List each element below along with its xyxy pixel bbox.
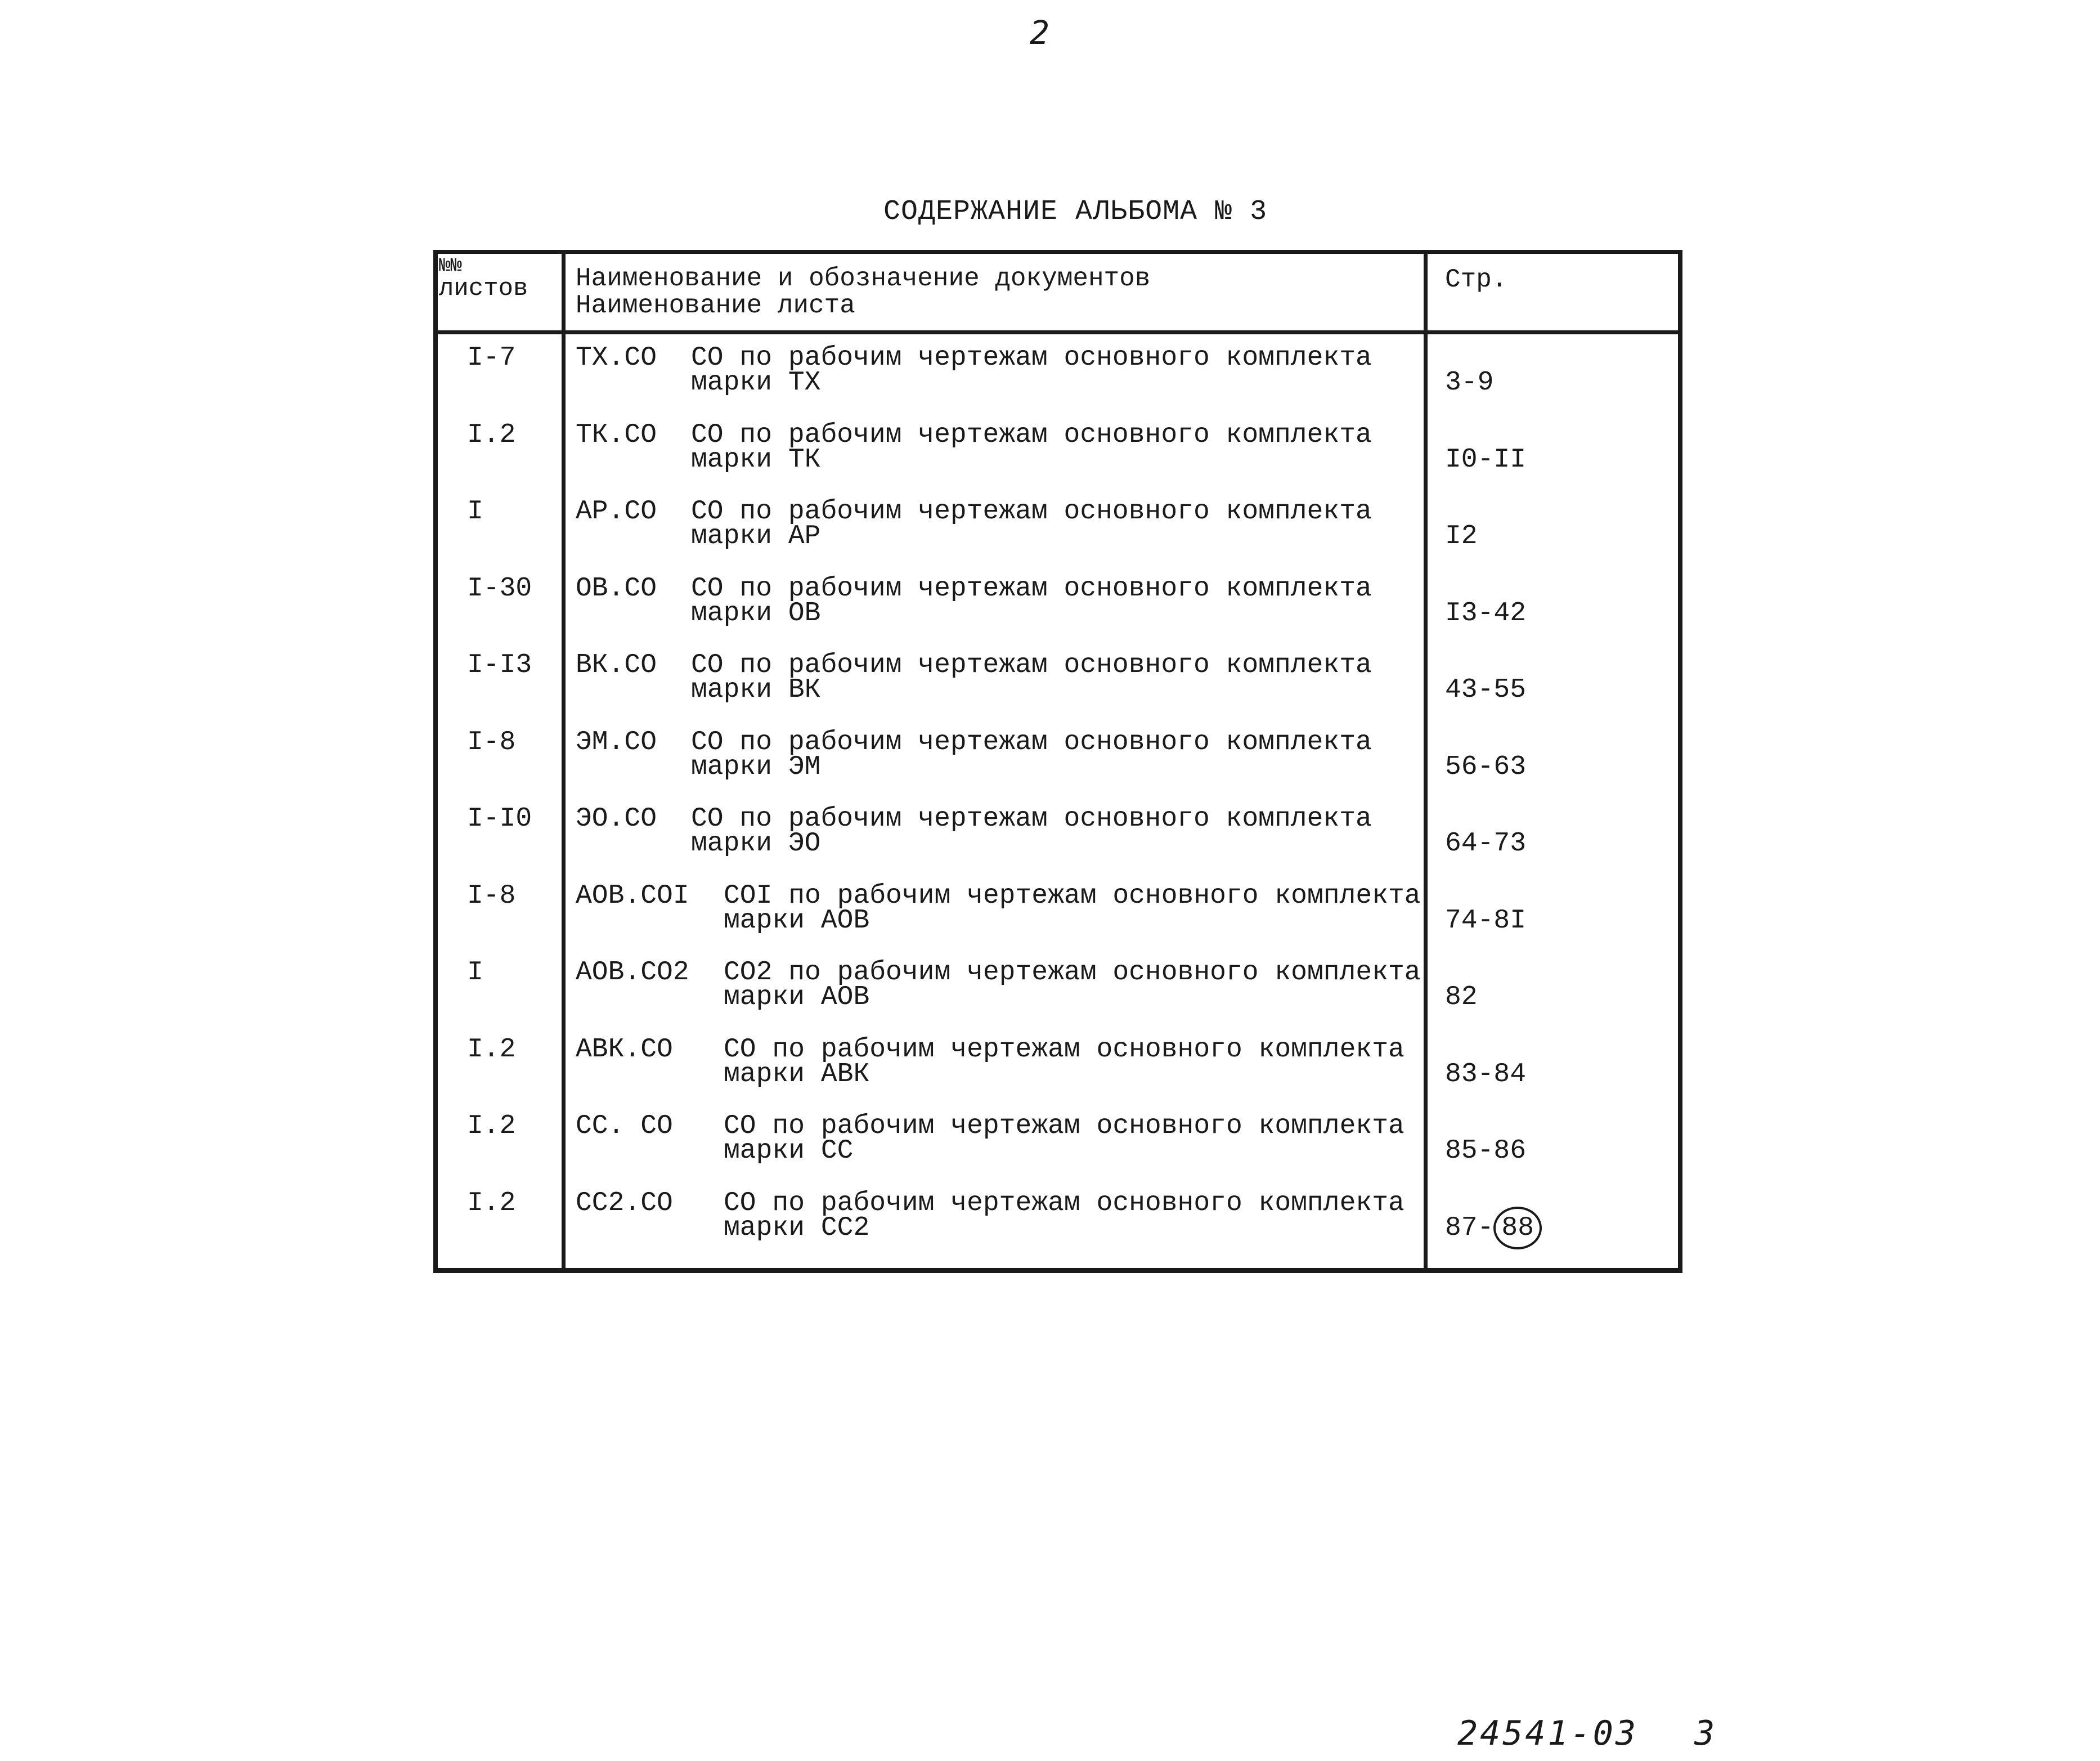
row-description-line2: марки ВК bbox=[691, 675, 821, 705]
table-row bbox=[438, 334, 1678, 411]
row-description-line2: марки АОВ bbox=[724, 905, 870, 936]
row-description-line1: СО по рабочим чертежам основного комплекта bbox=[691, 496, 1372, 527]
header-sheets-label: листов bbox=[439, 275, 528, 303]
row-sheets: I.2 bbox=[467, 1034, 516, 1065]
row-page: 85-86 bbox=[1445, 1136, 1527, 1166]
row-description-line1: СО по рабочим чертежам основного комплекта bbox=[691, 727, 1372, 758]
row-description-line2: марки СС bbox=[724, 1136, 854, 1166]
table-row bbox=[438, 488, 1678, 564]
row-sheets: I.2 bbox=[467, 419, 516, 450]
row-page: 56-63 bbox=[1445, 751, 1527, 782]
row-page: 74-8I bbox=[1445, 905, 1527, 936]
row-code: АВК.СО bbox=[576, 1034, 673, 1065]
row-description-line1: СО по рабочим чертежам основного комплекта bbox=[691, 419, 1372, 450]
row-description-line2: марки ЭО bbox=[691, 828, 821, 859]
sheet-number: 3 bbox=[1694, 1714, 1717, 1753]
row-description bbox=[691, 573, 1372, 629]
row-description-line1: СО по рабочим чертежам основного комплекта bbox=[724, 1188, 1405, 1218]
row-sheets: I.2 bbox=[467, 1188, 516, 1218]
row-page: 43-55 bbox=[1445, 675, 1527, 705]
row-page: I3-42 bbox=[1445, 598, 1527, 629]
row-description-line1: СОI по рабочим чертежам основного комплекта bbox=[724, 880, 1421, 911]
header-name bbox=[576, 265, 1150, 319]
row-description bbox=[724, 1034, 1405, 1090]
row-description bbox=[691, 419, 1372, 475]
row-code: ТХ.СО bbox=[576, 343, 657, 373]
table-row bbox=[438, 719, 1678, 795]
row-sheets: I-8 bbox=[467, 727, 516, 758]
row-code: СС2.СО bbox=[576, 1188, 673, 1218]
document-code bbox=[1457, 1714, 1717, 1753]
row-sheets: I-I3 bbox=[467, 650, 532, 680]
row-page-circled: 88 bbox=[1493, 1207, 1542, 1249]
row-description bbox=[724, 1188, 1405, 1243]
table-row bbox=[438, 1026, 1678, 1103]
row-page: I0-II bbox=[1445, 444, 1527, 475]
row-description-line1: СО по рабочим чертежам основного комплекта bbox=[691, 573, 1372, 604]
page-number: 2 bbox=[1030, 14, 1049, 52]
row-description bbox=[691, 804, 1372, 859]
table-row bbox=[438, 642, 1678, 718]
row-page: 64-73 bbox=[1445, 828, 1527, 859]
row-code: АР.СО bbox=[576, 496, 657, 527]
document-title: СОДЕРЖАНИЕ АЛЬБОМА № 3 bbox=[883, 196, 1268, 228]
row-sheets: I.2 bbox=[467, 1111, 516, 1141]
row-description-line2: марки ТК bbox=[691, 444, 821, 475]
row-description bbox=[724, 957, 1421, 1012]
row-page: 83-84 bbox=[1445, 1059, 1527, 1090]
header-page: Стр. bbox=[1445, 265, 1507, 294]
row-description-line2: марки ОВ bbox=[691, 598, 821, 629]
table-row bbox=[438, 949, 1678, 1025]
row-code: ЭМ.СО bbox=[576, 727, 657, 758]
row-description-line2: марки АВК bbox=[724, 1059, 870, 1090]
row-sheets: I bbox=[467, 957, 483, 988]
header-name-line1: Наименование и обозначение документов bbox=[576, 264, 1151, 293]
table-row bbox=[438, 795, 1678, 872]
row-page: I2 bbox=[1445, 521, 1478, 552]
header-name-line2: Наименование листа bbox=[576, 291, 855, 320]
row-sheets: I-7 bbox=[467, 343, 516, 373]
row-description bbox=[724, 1111, 1405, 1166]
row-description-line1: СО по рабочим чертежам основного комплекта bbox=[724, 1111, 1405, 1141]
table-row bbox=[438, 411, 1678, 488]
row-sheets: I-8 bbox=[467, 880, 516, 911]
header-divider bbox=[438, 330, 1678, 334]
row-description bbox=[724, 880, 1421, 936]
header-sheets-number-sign: №№ bbox=[439, 256, 462, 277]
row-description-line1: СО2 по рабочим чертежам основного комплекта bbox=[724, 957, 1421, 988]
row-page-start: 87- bbox=[1445, 1212, 1494, 1243]
row-description-line1: СО по рабочим чертежам основного комплекта bbox=[724, 1034, 1405, 1065]
row-description bbox=[691, 343, 1372, 398]
row-description-line2: марки ЭМ bbox=[691, 751, 821, 782]
row-description-line2: марки АР bbox=[691, 521, 821, 552]
table-row bbox=[438, 872, 1678, 949]
row-description-line2: марки ТХ bbox=[691, 368, 821, 398]
row-page bbox=[1445, 1207, 1542, 1249]
row-sheets: I bbox=[467, 496, 483, 527]
row-description-line2: марки СС2 bbox=[724, 1212, 870, 1243]
row-page: 82 bbox=[1445, 982, 1478, 1012]
row-sheets: I-30 bbox=[467, 573, 532, 604]
row-description bbox=[691, 727, 1372, 782]
table-row bbox=[438, 565, 1678, 642]
header-sheets bbox=[439, 255, 528, 303]
row-code: ВК.СО bbox=[576, 650, 657, 680]
row-sheets: I-I0 bbox=[467, 804, 532, 834]
row-description bbox=[691, 650, 1372, 705]
row-code: ТК.СО bbox=[576, 419, 657, 450]
table-row bbox=[438, 1103, 1678, 1179]
row-description-line1: СО по рабочим чертежам основного комплекта bbox=[691, 650, 1372, 680]
row-code: СС. СО bbox=[576, 1111, 673, 1141]
row-code: ЭО.СО bbox=[576, 804, 657, 834]
row-description bbox=[691, 496, 1372, 552]
row-code: АОВ.СО2 bbox=[576, 957, 689, 988]
row-description-line1: СО по рабочим чертежам основного комплекта bbox=[691, 343, 1372, 373]
row-code: АОВ.СОI bbox=[576, 880, 689, 911]
table-row bbox=[438, 1180, 1678, 1256]
row-code: ОВ.СО bbox=[576, 573, 657, 604]
contents-table bbox=[433, 250, 1682, 1273]
row-description-line2: марки АОВ bbox=[724, 982, 870, 1012]
row-description-line1: СО по рабочим чертежам основного комплекта bbox=[691, 804, 1372, 834]
row-page: 3-9 bbox=[1445, 368, 1494, 398]
document-code-text: 24541-03 bbox=[1457, 1714, 1638, 1753]
